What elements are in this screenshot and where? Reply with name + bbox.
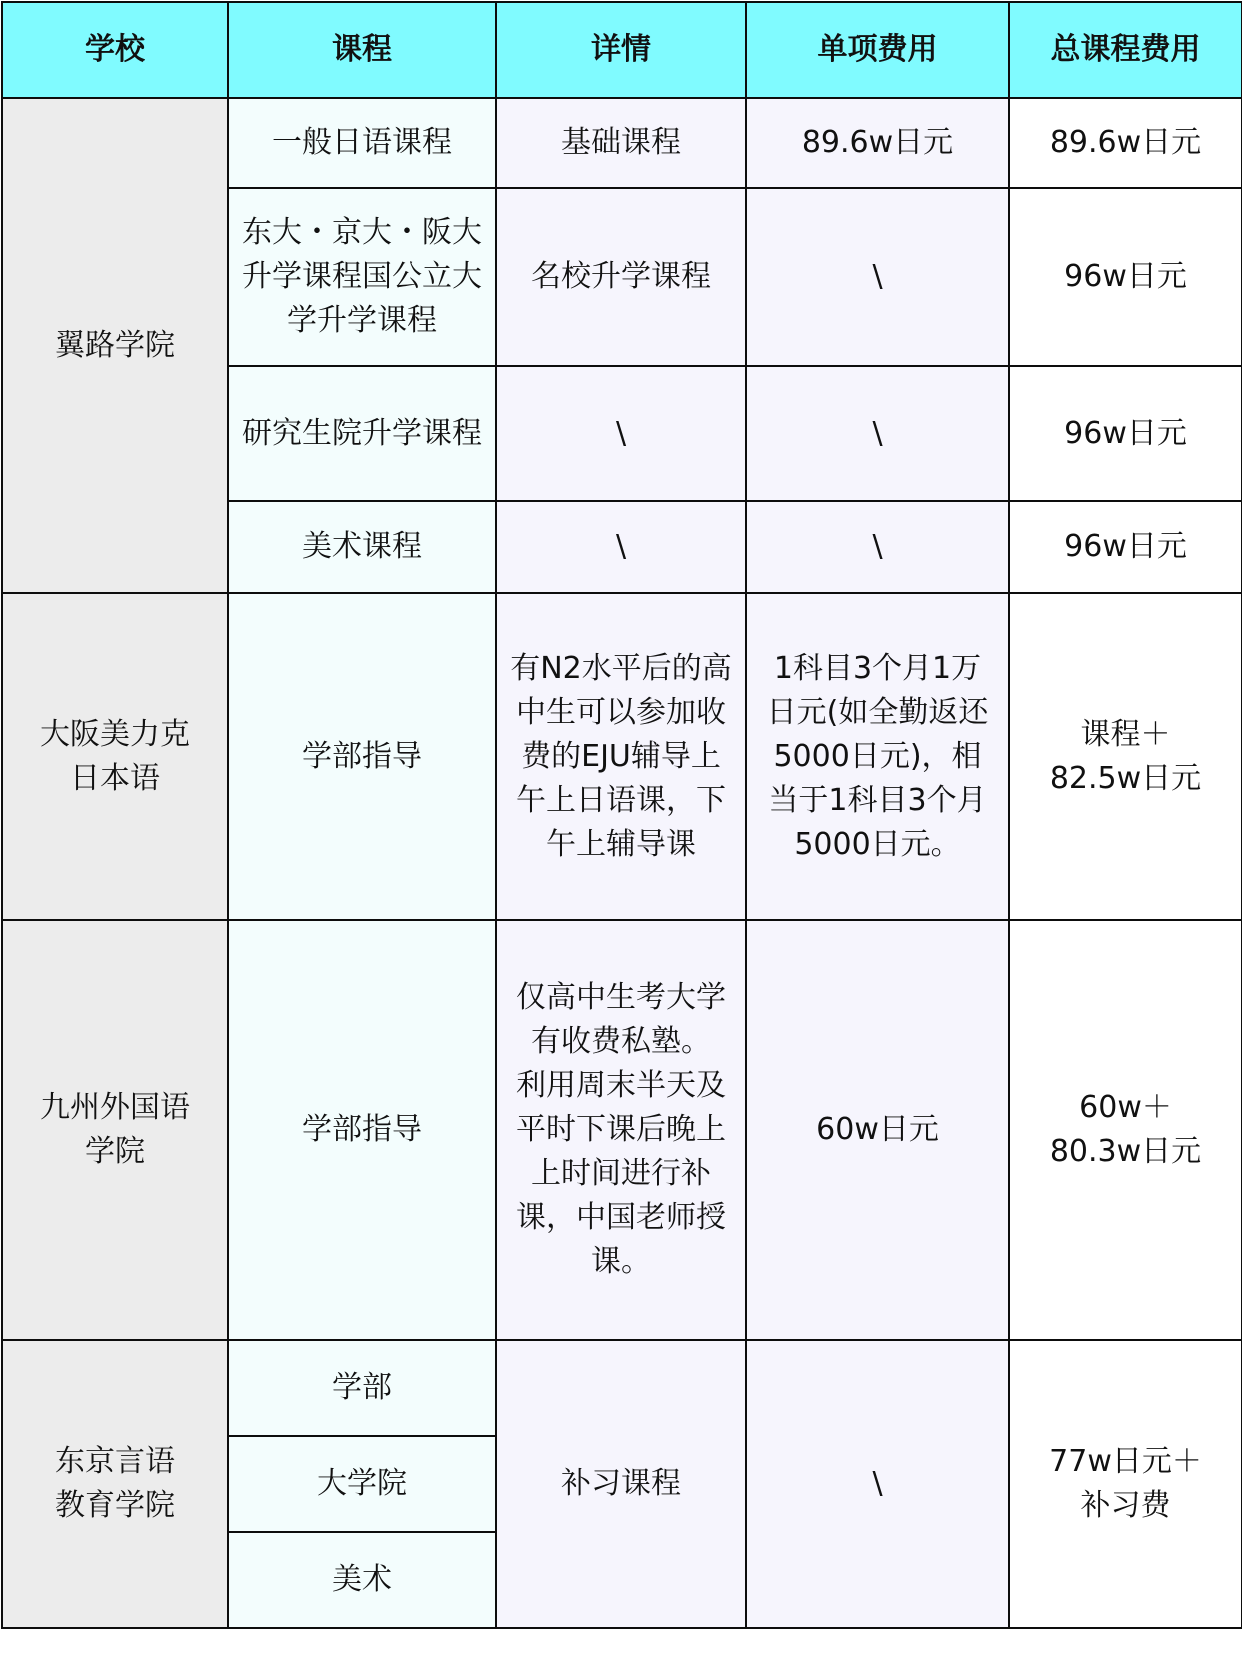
detail-cell: 仅高中生考大学有收费私塾。 利用周末半天及平时下课后晚上上时间进行补课，中国老师授课。 xyxy=(496,920,746,1340)
course-cell: 大学院 xyxy=(228,1436,496,1532)
header-school: 学校 xyxy=(2,2,228,98)
total-fee-cell: 96w日元 xyxy=(1009,188,1242,366)
total-fee-cell: 96w日元 xyxy=(1009,366,1242,501)
header-course: 课程 xyxy=(228,2,496,98)
table-row xyxy=(2,920,1242,1340)
school-cell: 大阪美力克 日本语 xyxy=(2,593,228,920)
header-row xyxy=(2,2,1242,98)
school-cell: 翼路学院 xyxy=(2,98,228,593)
single-fee-cell: \ xyxy=(746,188,1009,366)
single-fee-cell: \ xyxy=(746,366,1009,501)
table-row xyxy=(2,98,1242,188)
course-cell: 一般日语课程 xyxy=(228,98,496,188)
header-detail: 详情 xyxy=(496,2,746,98)
course-cell: 学部指导 xyxy=(228,920,496,1340)
detail-cell: \ xyxy=(496,501,746,593)
single-fee-cell: \ xyxy=(746,501,1009,593)
detail-cell: 名校升学课程 xyxy=(496,188,746,366)
total-fee-cell: 77w日元＋ 补习费 xyxy=(1009,1340,1242,1628)
course-cell: 东大・京大・阪大升学课程国公立大学升学课程 xyxy=(228,188,496,366)
detail-cell: 有N2水平后的高中生可以参加收费的EJU辅导上午上日语课，下午上辅导课 xyxy=(496,593,746,920)
total-fee-cell: 96w日元 xyxy=(1009,501,1242,593)
course-cell: 学部指导 xyxy=(228,593,496,920)
detail-cell: \ xyxy=(496,366,746,501)
course-cell: 学部 xyxy=(228,1340,496,1436)
school-cell: 东京言语 教育学院 xyxy=(2,1340,228,1628)
total-fee-cell: 89.6w日元 xyxy=(1009,98,1242,188)
single-fee-cell: 89.6w日元 xyxy=(746,98,1009,188)
table-row xyxy=(2,593,1242,920)
detail-cell: 补习课程 xyxy=(496,1340,746,1628)
single-fee-cell: 1科目3个月1万日元(如全勤返还5000日元)，相当于1科目3个月5000日元。 xyxy=(746,593,1009,920)
header-single-fee: 单项费用 xyxy=(746,2,1009,98)
detail-cell: 基础课程 xyxy=(496,98,746,188)
single-fee-cell: \ xyxy=(746,1340,1009,1628)
school-cell: 九州外国语 学院 xyxy=(2,920,228,1340)
total-fee-cell: 60w＋ 80.3w日元 xyxy=(1009,920,1242,1340)
header-total-fee: 总课程费用 xyxy=(1009,2,1242,98)
course-cell: 研究生院升学课程 xyxy=(228,366,496,501)
single-fee-cell: 60w日元 xyxy=(746,920,1009,1340)
course-cell: 美术 xyxy=(228,1532,496,1628)
course-cell: 美术课程 xyxy=(228,501,496,593)
table-row xyxy=(2,1340,1242,1436)
total-fee-cell: 课程＋ 82.5w日元 xyxy=(1009,593,1242,920)
tuition-comparison-table xyxy=(1,1,1242,1629)
